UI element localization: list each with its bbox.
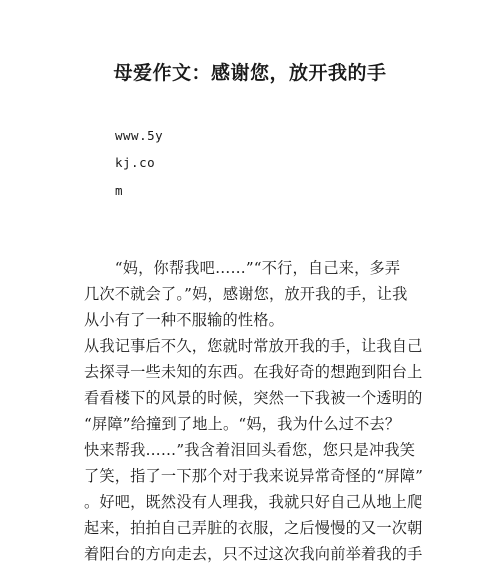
body-line: 起来，拍拍自己弄脏的衣服，之后慢慢的又一次朝 xyxy=(84,519,423,537)
body-line: “屏障”给撞到了地上。“妈，我为什么过不去？ xyxy=(84,415,401,433)
body-line: 去探寻一些未知的东西。在我好奇的想跑到阳台上 xyxy=(84,363,423,381)
body-line: 。好吧，既然没有人理我，我就只好自己从地上爬 xyxy=(84,493,423,511)
body-line: 快来帮我……”我含着泪回头看您，您只是冲我笑 xyxy=(84,441,416,459)
body-line: “妈，你帮我吧……”“不行，自己来，多弄 xyxy=(84,259,401,277)
body-line: 着阳台的方向走去，只不过这次我向前举着我的手 xyxy=(84,545,423,563)
source-url-line-2: kj.co xyxy=(115,155,156,170)
document-title: 母爱作文：感谢您，放开我的手 xyxy=(113,62,387,84)
source-url-line-3: m xyxy=(115,183,124,198)
body-line: 从小有了一种不服输的性格。 xyxy=(84,311,285,329)
body-line: 看看楼下的风景的时候，突然一下我被一个透明的 xyxy=(84,389,423,407)
body-line: 从我记事后不久，您就时常放开我的手，让我自己 xyxy=(84,337,423,355)
body-line: 几次不就会了。”妈，感谢您，放开我的手，让我 xyxy=(84,285,408,303)
body-line: 了笑，指了一下那个对于我来说异常奇怪的“屏障” xyxy=(84,467,424,485)
source-url-line-1: www.5y xyxy=(115,128,164,143)
